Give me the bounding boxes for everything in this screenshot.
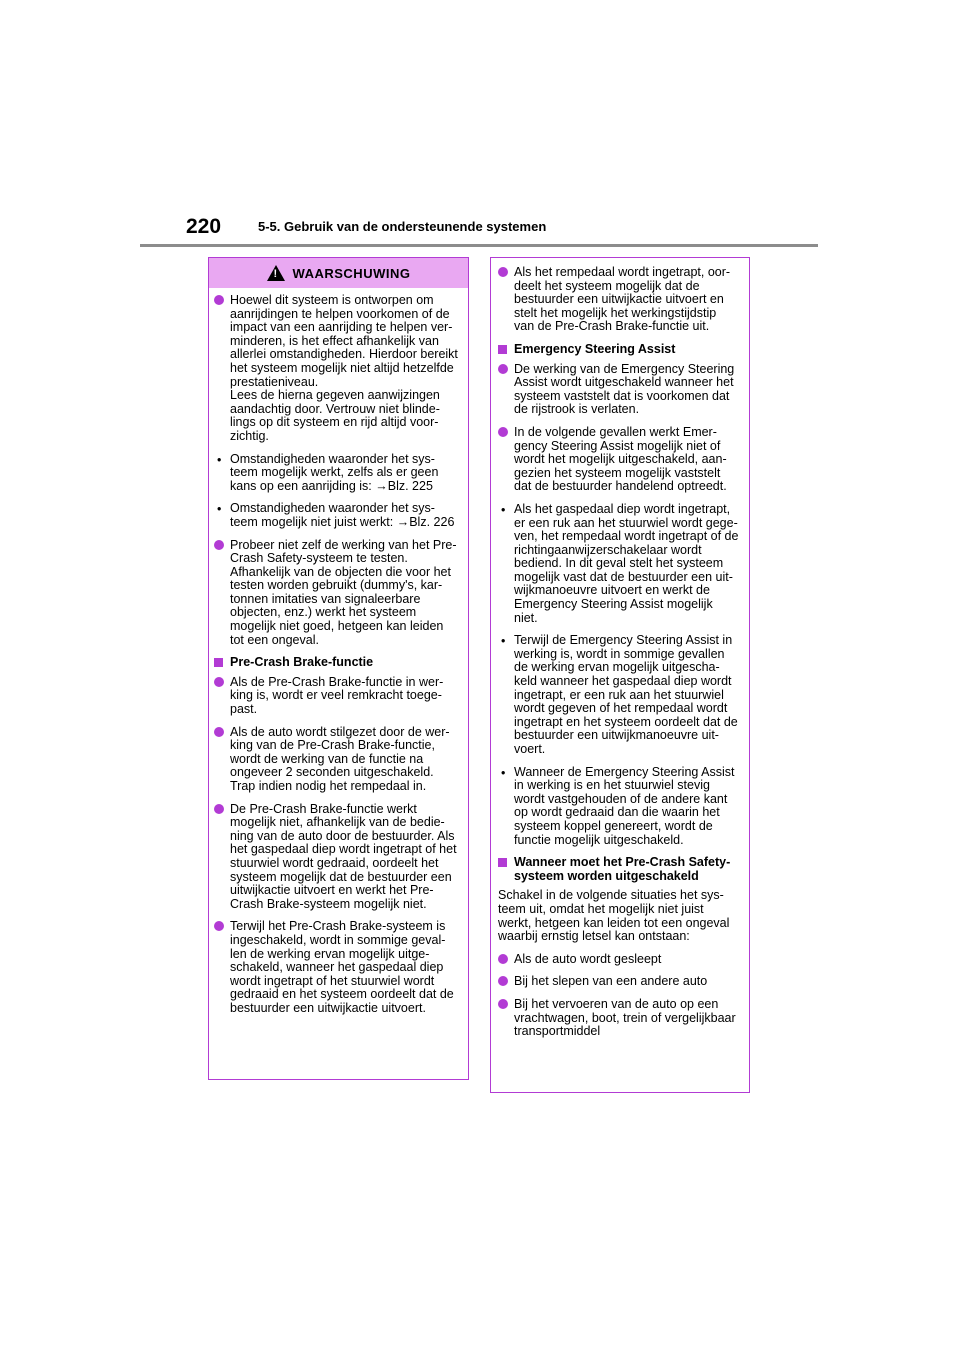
warning-triangle-icon xyxy=(267,265,285,281)
bullet-icon xyxy=(498,954,508,964)
sub-item: • Omstandigheden waaronder het sys-teem mogelijk niet juist werkt: →Blz. 226 xyxy=(214,502,458,529)
bullet-icon xyxy=(498,427,508,437)
bullet-icon xyxy=(214,677,224,687)
warning-body xyxy=(209,288,468,1016)
section-title: 5-5. Gebruik van de ondersteunende systemen xyxy=(258,219,547,234)
warning-title: WAARSCHUWING xyxy=(292,265,411,281)
bullet-icon xyxy=(214,295,224,305)
bullet-icon xyxy=(498,976,508,986)
paragraph: In de volgende gevallen werkt Emer-gency Steering Assist mogelijk niet of wordt het mogelijk uitgeschakeld, aan-gezien het systeem mogelijk vaststelt dat de bestuurder handelend optreedt. xyxy=(514,424,727,494)
paragraph: Als het rempedaal wordt ingetrapt, oor-deelt het systeem mogelijk dat de bestuurder een uitwijkactie uitvoert en stelt het mogelijk het werkingstijdstip van de Pre-Crash Brake-functie uit. xyxy=(514,265,731,334)
subheading: Pre-Crash Brake-functie xyxy=(214,656,458,670)
paragraph: Terwijl het Pre-Crash Brake-systeem is ingeschakeld, wordt in sommige geval-len de werking ervan mogelijk uitge-schakeld, wanneer het gaspedaal diep wordt ingetrapt of het stuurwiel wordt gedraaid en het systeem oordeelt dat de bestuurder een uitwijkactie uitvoert. xyxy=(230,919,454,1015)
bullet-icon xyxy=(498,267,508,277)
paragraph: Lees de hierna gegeven aanwijzingen aandachtig door. Vertrouw niet blinde-lings op dit systeem en rijd altijd voor-zichtig. xyxy=(230,388,440,443)
paragraph: Omstandigheden waaronder het sys-teem mogelijk werkt, zelfs als er geen kans op een aanrijding is: →Blz. 225 xyxy=(230,451,439,493)
square-bullet-icon xyxy=(498,858,507,867)
paragraph: Terwijl de Emergency Steering Assist in werking is, wordt in sommige gevallen de werking ervan mogelijk uitgescha-keld wanneer het gaspedaal diep wordt ingetrapt, er een ruk aan het stuurwiel wordt gegeven of het rempedaal wordt ingetrapt en het systeem oordeelt dat de bestuurder een uitwijkmanoeuvre uit-voert. xyxy=(514,633,738,756)
paragraph: Probeer niet zelf de werking van het Pre-Crash Safety-systeem te testen. Afhankelijk van de objecten die voor het testen worden gebruikt (dummy's, kar-tonnen imitaties van signaleerbare objecten, enz.) werkt het systeem mogelijk niet goed, hetgeen kan leiden tot een ongeval. xyxy=(230,537,457,647)
bullet-icon xyxy=(214,921,224,931)
list-item xyxy=(214,539,458,648)
paragraph: Hoewel dit systeem is ontworpen om aanrijdingen te helpen voorkomen of de impact van een aanrijding te helpen ver-minderen, is het effect afhankelijk van allerlei omstandigheden. Hierdoor bereikt het systeem mogelijk niet altijd hetzelfde prestatieniveau. xyxy=(230,293,458,389)
paragraph: De Pre-Crash Brake-functie werkt mogelijk niet, afhankelijk van de bedie-ning van de auto door de bestuurder. Als het gaspedaal diep wordt ingetrapt of het stuurwiel wordt gedraaid, oordeelt het systeem mogelijk dat de bestuurder een uitwijkactie uitvoert en werkt het Pre-Crash Brake-systeem mogelijk niet. xyxy=(230,801,457,911)
continuation-box xyxy=(490,257,750,1093)
paragraph: Bij het vervoeren van de auto op een vrachtwagen, boot, trein of vergelijkbaar transportmiddel xyxy=(514,996,736,1039)
paragraph: Als de auto wordt gesleept xyxy=(514,951,662,966)
list-item xyxy=(214,676,458,717)
paragraph: Wanneer de Emergency Steering Assist in werking is en het stuurwiel stevig wordt vastgehouden of de andere kant op wordt gedraaid dan die waarin het systeem koppel genereert, wordt de functie mogelijk uitgeschakeld. xyxy=(514,764,735,847)
sub-item: • Als het gaspedaal diep wordt ingetrapt, er een ruk aan het stuurwiel wordt gege-ven, het rempedaal wordt ingetrapt of de richtingaanwijzerschakelaar wordt bediend. In dit geval stelt het systeem mogelijk vast dat de bestuurder een uit-wijkmanoeuvre uitvoert en werkt de Emergency Steering Assist mogelijk niet. xyxy=(501,501,739,625)
list-item xyxy=(498,266,739,334)
header-rule xyxy=(140,244,818,247)
paragraph: De werking van de Emergency Steering Assist wordt uitgeschakeld wanneer het systeem vaststelt dat is voorkomen dat de rijstrook is verlaten. xyxy=(514,361,735,417)
sub-item: • Terwijl de Emergency Steering Assist in werking is, wordt in sommige gevallen de werking ervan mogelijk uitgescha-keld wanneer het gaspedaal diep wordt ingetrapt, er een ruk aan het stuurwiel wordt gegeven of het rempedaal wordt ingetrapt en het systeem oordeelt dat de bestuurder een uitwijkmanoeuvre uit-voert. xyxy=(501,633,738,756)
warning-header xyxy=(209,258,468,288)
list-item xyxy=(498,975,739,989)
square-bullet-icon xyxy=(214,658,223,667)
paragraph: Als de Pre-Crash Brake-functie in wer-king is, wordt er veel remkracht toege-past. xyxy=(230,674,444,717)
list-item xyxy=(498,998,739,1039)
bullet-icon xyxy=(214,804,224,814)
list-item xyxy=(498,953,739,967)
subheading: Wanneer moet het Pre-Crash Safety-systeem worden uitgeschakeld xyxy=(498,856,739,883)
list-item xyxy=(214,803,458,912)
bullet-icon xyxy=(214,727,224,737)
page-number: 220 xyxy=(186,215,222,238)
bullet-icon xyxy=(498,999,508,1009)
list-item xyxy=(498,363,739,417)
warning-box xyxy=(208,257,469,1080)
list-item xyxy=(214,920,458,1015)
bullet-icon xyxy=(498,364,508,374)
list-item xyxy=(498,426,739,494)
paragraph: Als de auto wordt stilgezet door de wer-king van de Pre-Crash Brake-functie, wordt de werking van de functie na ongeveer 2 seconden uitgeschakeld. Trap indien nodig het rempedaal in. xyxy=(230,724,450,793)
paragraph: Omstandigheden waaronder het sys-teem mogelijk niet juist werkt: →Blz. 226 xyxy=(230,501,455,529)
bullet-icon xyxy=(214,540,224,550)
paragraph: Schakel in de volgende situaties het sys-teem uit, omdat het mogelijk niet juist werkt, hetgeen kan leiden tot een ongeval waarbij ernstig letsel kan ontstaan: xyxy=(498,888,730,944)
sub-item: • Omstandigheden waaronder het sys-teem mogelijk werkt, zelfs als er geen kans op een aanrijding is: →Blz. 225 xyxy=(214,453,458,494)
square-bullet-icon xyxy=(498,345,507,354)
list-item xyxy=(214,726,458,794)
paragraph: Bij het slepen van een andere auto xyxy=(514,974,708,989)
sub-item: • Wanneer de Emergency Steering Assist in werking is en het stuurwiel stevig wordt vastgehouden of de andere kant op wordt gedraaid dan die waarin het systeem koppel genereert, wordt de functie mogelijk uitgeschakeld. xyxy=(498,766,739,848)
subheading: Emergency Steering Assist xyxy=(498,343,739,357)
list-item xyxy=(214,294,458,444)
paragraph: Als het gaspedaal diep wordt ingetrapt, er een ruk aan het stuurwiel wordt gege-ven, het rempedaal wordt ingetrapt of de richtingaanwijzerschakelaar wordt bediend. In dit geval stelt het systeem mogelijk vast dat de bestuurder een uit-wijkmanoeuvre uitvoert en werkt de Emergency Steering Assist mogelijk niet. xyxy=(514,501,739,625)
